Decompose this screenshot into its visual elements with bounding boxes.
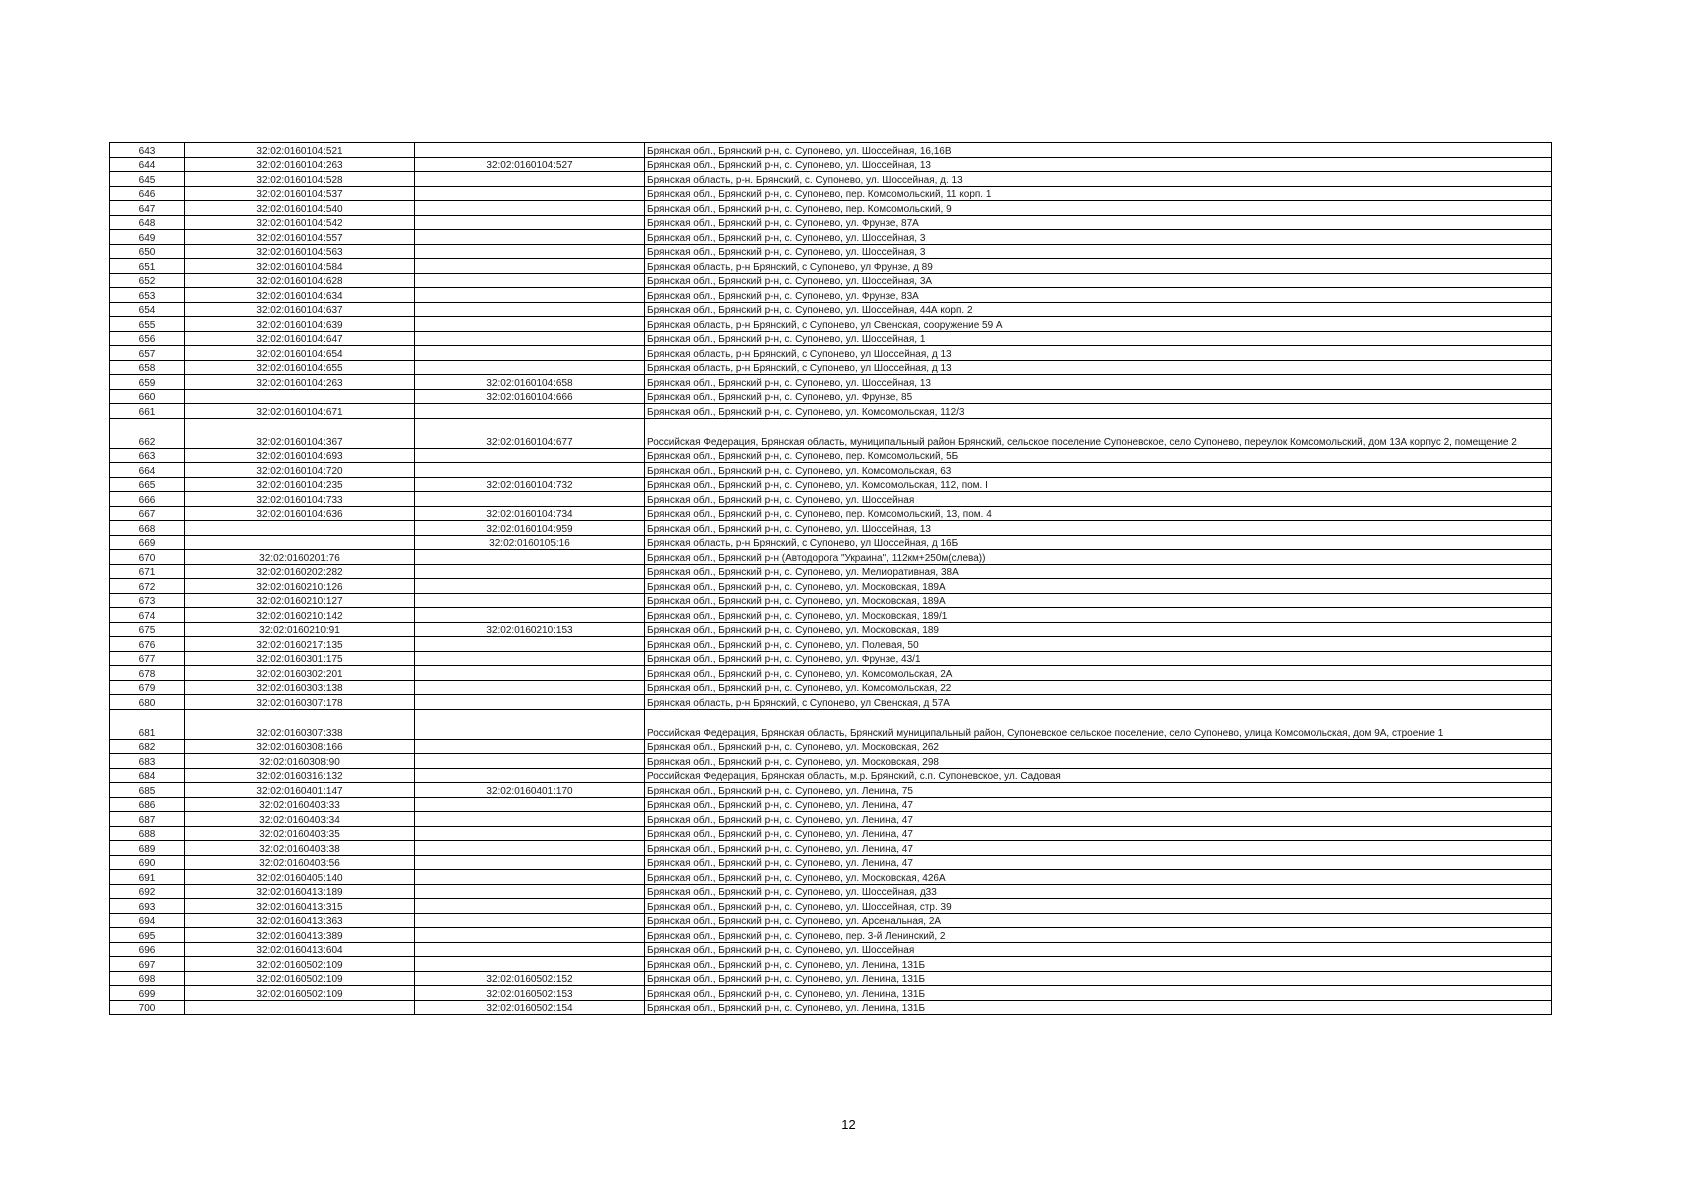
cadastral-number-cell: 32:02:0160210:142 xyxy=(185,608,415,623)
cadastral-number-cell: 32:02:0160104:263 xyxy=(185,375,415,390)
cadastral-number-cell: 32:02:0160210:127 xyxy=(185,593,415,608)
row-number-cell: 678 xyxy=(110,666,185,681)
cadastral-number-cell: 32:02:0160413:604 xyxy=(185,942,415,957)
cadastral-number-cell: 32:02:0160307:178 xyxy=(185,695,415,710)
cadastral-number-cell: 32:02:0160308:166 xyxy=(185,739,415,754)
address-cell: Брянская обл., Брянский р-н, с. Супонево, ул. Шоссейная, 1 xyxy=(645,331,1552,346)
address-cell: Брянская обл., Брянский р-н, с. Супонево, ул. Фрунзе, 43/1 xyxy=(645,651,1552,666)
address-cell: Брянская область, р-н. Брянский, с. Супонево, ул. Шоссейная, д. 13 xyxy=(645,172,1552,187)
row-number-cell: 679 xyxy=(110,680,185,695)
related-cadastral-number-cell: 32:02:0160502:152 xyxy=(415,971,645,986)
row-number-cell: 669 xyxy=(110,535,185,550)
row-number-cell: 654 xyxy=(110,302,185,317)
related-cadastral-number-cell xyxy=(415,186,645,201)
row-number-cell: 650 xyxy=(110,244,185,259)
cadastral-number-cell: 32:02:0160104:367 xyxy=(185,418,415,448)
related-cadastral-number-cell: 32:02:0160104:732 xyxy=(415,477,645,492)
related-cadastral-number-cell xyxy=(415,768,645,783)
related-cadastral-number-cell xyxy=(415,812,645,827)
cadastral-number-cell: 32:02:0160201:76 xyxy=(185,550,415,565)
cadastral-number-cell: 32:02:0160403:33 xyxy=(185,797,415,812)
cadastral-number-cell xyxy=(185,389,415,404)
row-number-cell: 667 xyxy=(110,506,185,521)
table-row xyxy=(110,651,1552,666)
cadastral-number-cell: 32:02:0160104:540 xyxy=(185,201,415,216)
cadastral-number-cell: 32:02:0160403:56 xyxy=(185,855,415,870)
address-cell: Брянская обл., Брянский р-н, с. Супонево, ул. Московская, 189/1 xyxy=(645,608,1552,623)
related-cadastral-number-cell xyxy=(415,913,645,928)
row-number-cell: 677 xyxy=(110,651,185,666)
table-row xyxy=(110,259,1552,274)
address-cell: Брянская обл., Брянский р-н, с. Супонево, ул. Фрунзе, 85 xyxy=(645,389,1552,404)
table-row xyxy=(110,942,1552,957)
cadastral-number-cell: 32:02:0160104:647 xyxy=(185,331,415,346)
related-cadastral-number-cell xyxy=(415,273,645,288)
cadastral-number-cell: 32:02:0160104:528 xyxy=(185,172,415,187)
table-row xyxy=(110,317,1552,332)
related-cadastral-number-cell xyxy=(415,651,645,666)
related-cadastral-number-cell: 32:02:0160104:527 xyxy=(415,157,645,172)
related-cadastral-number-cell xyxy=(415,680,645,695)
table-row xyxy=(110,797,1552,812)
address-cell: Брянская обл., Брянский р-н, с. Супонево, ул. Шоссейная, 16,16В xyxy=(645,143,1552,158)
address-cell: Брянская обл., Брянский р-н, с. Супонево, ул. Комсомольская, 112, пом. I xyxy=(645,477,1552,492)
related-cadastral-number-cell xyxy=(415,143,645,158)
table-row xyxy=(110,754,1552,769)
row-number-cell: 646 xyxy=(110,186,185,201)
row-number-cell: 661 xyxy=(110,404,185,419)
row-number-cell: 676 xyxy=(110,637,185,652)
address-cell: Брянская обл., Брянский р-н, с. Супонево, ул. Ленина, 75 xyxy=(645,783,1552,798)
address-cell: Брянская обл., Брянский р-н, с. Супонево, ул. Ленина, 131Б xyxy=(645,1000,1552,1015)
related-cadastral-number-cell xyxy=(415,797,645,812)
address-cell: Брянская область, р-н Брянский, с Супонево, ул Шоссейная, д 16Б xyxy=(645,535,1552,550)
related-cadastral-number-cell xyxy=(415,463,645,478)
row-number-cell: 653 xyxy=(110,288,185,303)
related-cadastral-number-cell xyxy=(415,564,645,579)
row-number-cell: 647 xyxy=(110,201,185,216)
address-cell: Брянская обл., Брянский р-н (Автодорога "Украина", 112км+250м(слева)) xyxy=(645,550,1552,565)
related-cadastral-number-cell xyxy=(415,884,645,899)
row-number-cell: 696 xyxy=(110,942,185,957)
related-cadastral-number-cell xyxy=(415,244,645,259)
address-cell: Брянская обл., Брянский р-н, с. Супонево, ул. Шоссейная, д33 xyxy=(645,884,1552,899)
row-number-cell: 700 xyxy=(110,1000,185,1015)
table-row xyxy=(110,870,1552,885)
row-number-cell: 644 xyxy=(110,157,185,172)
row-number-cell: 649 xyxy=(110,230,185,245)
cadastral-number-cell: 32:02:0160217:135 xyxy=(185,637,415,652)
row-number-cell: 668 xyxy=(110,521,185,536)
cadastral-number-cell: 32:02:0160104:654 xyxy=(185,346,415,361)
cadastral-number-cell: 32:02:0160403:34 xyxy=(185,812,415,827)
row-number-cell: 657 xyxy=(110,346,185,361)
table-row xyxy=(110,928,1552,943)
address-cell: Брянская область, р-н Брянский, с Супонево, ул Шоссейная, д 13 xyxy=(645,360,1552,375)
cadastral-number-cell: 32:02:0160104:263 xyxy=(185,157,415,172)
related-cadastral-number-cell xyxy=(415,826,645,841)
address-cell: Брянская обл., Брянский р-н, с. Супонево, ул. Московская, 189А xyxy=(645,593,1552,608)
table-row xyxy=(110,884,1552,899)
address-cell: Брянская обл., Брянский р-н, с. Супонево, ул. Московская, 262 xyxy=(645,739,1552,754)
related-cadastral-number-cell xyxy=(415,754,645,769)
related-cadastral-number-cell xyxy=(415,608,645,623)
related-cadastral-number-cell: 32:02:0160105:16 xyxy=(415,535,645,550)
address-cell: Российская Федерация, Брянская область, муниципальный район Брянский, сельское поселение Супоневское, село Супонево, переулок Комсомольский, дом 13А корпус 2, помещение 2 xyxy=(645,418,1552,448)
related-cadastral-number-cell: 32:02:0160210:153 xyxy=(415,622,645,637)
table-row xyxy=(110,360,1552,375)
address-cell: Брянская обл., Брянский р-н, с. Супонево, ул. Фрунзе, 87А xyxy=(645,215,1552,230)
cadastral-number-cell: 32:02:0160104:628 xyxy=(185,273,415,288)
address-cell: Брянская обл., Брянский р-н, с. Супонево, пер. Комсомольский, 5Б xyxy=(645,448,1552,463)
related-cadastral-number-cell xyxy=(415,957,645,972)
table-row xyxy=(110,244,1552,259)
address-cell: Брянская обл., Брянский р-н, с. Супонево, ул. Шоссейная, 13 xyxy=(645,375,1552,390)
row-number-cell: 674 xyxy=(110,608,185,623)
table-row xyxy=(110,375,1552,390)
address-cell: Брянская обл., Брянский р-н, с. Супонево, ул. Ленина, 47 xyxy=(645,855,1552,870)
cadastral-number-cell: 32:02:0160104:720 xyxy=(185,463,415,478)
page-number: 12 xyxy=(841,1117,856,1132)
cadastral-number-cell xyxy=(185,521,415,536)
row-number-cell: 655 xyxy=(110,317,185,332)
address-cell: Брянская обл., Брянский р-н, с. Супонево, ул. Московская, 189 xyxy=(645,622,1552,637)
cadastral-number-cell xyxy=(185,535,415,550)
address-cell: Брянская обл., Брянский р-н, с. Супонево, пер. Комсомольский, 13, пом. 4 xyxy=(645,506,1552,521)
related-cadastral-number-cell: 32:02:0160502:154 xyxy=(415,1000,645,1015)
cadastral-number-cell: 32:02:0160403:35 xyxy=(185,826,415,841)
table-row xyxy=(110,404,1552,419)
table-row xyxy=(110,783,1552,798)
cadastral-number-cell: 32:02:0160308:90 xyxy=(185,754,415,769)
related-cadastral-number-cell: 32:02:0160104:658 xyxy=(415,375,645,390)
related-cadastral-number-cell: 32:02:0160104:666 xyxy=(415,389,645,404)
row-number-cell: 694 xyxy=(110,913,185,928)
related-cadastral-number-cell: 32:02:0160104:677 xyxy=(415,418,645,448)
row-number-cell: 693 xyxy=(110,899,185,914)
related-cadastral-number-cell xyxy=(415,302,645,317)
related-cadastral-number-cell xyxy=(415,899,645,914)
related-cadastral-number-cell xyxy=(415,201,645,216)
row-number-cell: 675 xyxy=(110,622,185,637)
address-cell: Брянская обл., Брянский р-н, с. Супонево, ул. Московская, 298 xyxy=(645,754,1552,769)
related-cadastral-number-cell xyxy=(415,942,645,957)
related-cadastral-number-cell: 32:02:0160104:734 xyxy=(415,506,645,521)
related-cadastral-number-cell xyxy=(415,739,645,754)
related-cadastral-number-cell: 32:02:0160104:959 xyxy=(415,521,645,536)
table-row xyxy=(110,346,1552,361)
address-cell: Брянская область, р-н Брянский, с Супонево, ул Шоссейная, д 13 xyxy=(645,346,1552,361)
table-row xyxy=(110,637,1552,652)
related-cadastral-number-cell xyxy=(415,172,645,187)
row-number-cell: 697 xyxy=(110,957,185,972)
cadastral-number-cell: 32:02:0160104:557 xyxy=(185,230,415,245)
address-cell: Брянская обл., Брянский р-н, с. Супонево, ул. Ленина, 47 xyxy=(645,826,1552,841)
address-cell: Брянская область, р-н Брянский, с Супонево, ул Свенская, д 57А xyxy=(645,695,1552,710)
row-number-cell: 685 xyxy=(110,783,185,798)
row-number-cell: 692 xyxy=(110,884,185,899)
row-number-cell: 651 xyxy=(110,259,185,274)
address-cell: Брянская обл., Брянский р-н, с. Супонево, ул. Шоссейная, 3 xyxy=(645,244,1552,259)
table-row xyxy=(110,273,1552,288)
related-cadastral-number-cell xyxy=(415,870,645,885)
row-number-cell: 695 xyxy=(110,928,185,943)
related-cadastral-number-cell xyxy=(415,579,645,594)
address-cell: Брянская область, р-н Брянский, с Супонево, ул Свенская, сооружение 59 А xyxy=(645,317,1552,332)
related-cadastral-number-cell xyxy=(415,666,645,681)
cadastral-number-cell: 32:02:0160104:733 xyxy=(185,492,415,507)
address-cell: Брянская обл., Брянский р-н, с. Супонево, ул. Шоссейная xyxy=(645,492,1552,507)
row-number-cell: 684 xyxy=(110,768,185,783)
related-cadastral-number-cell xyxy=(415,317,645,332)
related-cadastral-number-cell: 32:02:0160502:153 xyxy=(415,986,645,1001)
address-cell: Российская Федерация, Брянская область, Брянский муниципальный район, Супоневское сельское поселение, село Супонево, улица Комсомольская, дом 9А, строение 1 xyxy=(645,709,1552,739)
cadastral-number-cell: 32:02:0160403:38 xyxy=(185,841,415,856)
related-cadastral-number-cell xyxy=(415,593,645,608)
address-cell: Брянская область, р-н Брянский, с Супонево, ул Фрунзе, д 89 xyxy=(645,259,1552,274)
address-cell: Брянская обл., Брянский р-н, с. Супонево, ул. Ленина, 131Б xyxy=(645,971,1552,986)
table-row xyxy=(110,288,1552,303)
row-number-cell: 691 xyxy=(110,870,185,885)
address-cell: Брянская обл., Брянский р-н, с. Супонево, ул. Ленина, 47 xyxy=(645,812,1552,827)
related-cadastral-number-cell xyxy=(415,928,645,943)
row-number-cell: 664 xyxy=(110,463,185,478)
related-cadastral-number-cell xyxy=(415,855,645,870)
table-row xyxy=(110,913,1552,928)
table-row xyxy=(110,230,1552,245)
address-cell: Российская Федерация, Брянская область, м.р. Брянский, с.п. Супоневское, ул. Садовая xyxy=(645,768,1552,783)
cadastral-number-cell: 32:02:0160104:563 xyxy=(185,244,415,259)
table-row xyxy=(110,768,1552,783)
row-number-cell: 658 xyxy=(110,360,185,375)
table-row xyxy=(110,899,1552,914)
cadastral-number-cell: 32:02:0160401:147 xyxy=(185,783,415,798)
row-number-cell: 681 xyxy=(110,709,185,739)
cadastral-number-cell: 32:02:0160405:140 xyxy=(185,870,415,885)
related-cadastral-number-cell xyxy=(415,331,645,346)
row-number-cell: 671 xyxy=(110,564,185,579)
table-row xyxy=(110,506,1552,521)
address-cell: Брянская обл., Брянский р-н, с. Супонево, ул. Полевая, 50 xyxy=(645,637,1552,652)
table-row xyxy=(110,739,1552,754)
table-row xyxy=(110,157,1552,172)
row-number-cell: 652 xyxy=(110,273,185,288)
address-cell: Брянская обл., Брянский р-н, с. Супонево, пер. Комсомольский, 11 корп. 1 xyxy=(645,186,1552,201)
cadastral-number-cell: 32:02:0160413:363 xyxy=(185,913,415,928)
row-number-cell: 665 xyxy=(110,477,185,492)
address-cell: Брянская обл., Брянский р-н, с. Супонево, пер. 3-й Ленинский, 2 xyxy=(645,928,1552,943)
cadastral-number-cell: 32:02:0160104:537 xyxy=(185,186,415,201)
table-row xyxy=(110,608,1552,623)
related-cadastral-number-cell xyxy=(415,637,645,652)
cadastral-number-cell: 32:02:0160210:126 xyxy=(185,579,415,594)
row-number-cell: 689 xyxy=(110,841,185,856)
row-number-cell: 645 xyxy=(110,172,185,187)
cadastral-number-cell: 32:02:0160202:282 xyxy=(185,564,415,579)
cadastral-number-cell: 32:02:0160307:338 xyxy=(185,709,415,739)
row-number-cell: 672 xyxy=(110,579,185,594)
row-number-cell: 663 xyxy=(110,448,185,463)
cadastral-number-cell: 32:02:0160104:584 xyxy=(185,259,415,274)
cadastral-number-cell: 32:02:0160104:636 xyxy=(185,506,415,521)
cadastral-number-cell: 32:02:0160502:109 xyxy=(185,971,415,986)
table-row xyxy=(110,521,1552,536)
cadastral-number-cell: 32:02:0160316:132 xyxy=(185,768,415,783)
address-cell: Брянская обл., Брянский р-н, с. Супонево, ул. Ленина, 47 xyxy=(645,841,1552,856)
table-row xyxy=(110,593,1552,608)
related-cadastral-number-cell xyxy=(415,230,645,245)
cadastral-number-cell: 32:02:0160104:671 xyxy=(185,404,415,419)
table-row xyxy=(110,143,1552,158)
table-row xyxy=(110,477,1552,492)
cadastral-table xyxy=(109,142,1552,1015)
related-cadastral-number-cell xyxy=(415,360,645,375)
address-cell: Брянская обл., Брянский р-н, с. Супонево, ул. Фрунзе, 83А xyxy=(645,288,1552,303)
table-row xyxy=(110,986,1552,1001)
address-cell: Брянская обл., Брянский р-н, с. Супонево, ул. Ленина, 47 xyxy=(645,797,1552,812)
address-cell: Брянская обл., Брянский р-н, с. Супонево, ул. Комсомольская, 22 xyxy=(645,680,1552,695)
address-cell: Брянская обл., Брянский р-н, с. Супонево, ул. Московская, 189А xyxy=(645,579,1552,594)
address-cell: Брянская обл., Брянский р-н, с. Супонево, ул. Московская, 426А xyxy=(645,870,1552,885)
related-cadastral-number-cell xyxy=(415,346,645,361)
row-number-cell: 687 xyxy=(110,812,185,827)
table-row xyxy=(110,535,1552,550)
address-cell: Брянская обл., Брянский р-н, с. Супонево, ул. Мелиоративная, 38А xyxy=(645,564,1552,579)
cadastral-number-cell xyxy=(185,1000,415,1015)
table-row xyxy=(110,418,1552,448)
row-number-cell: 670 xyxy=(110,550,185,565)
table-row xyxy=(110,564,1552,579)
address-cell: Брянская обл., Брянский р-н, с. Супонево, ул. Ленина, 131Б xyxy=(645,986,1552,1001)
table-row xyxy=(110,855,1552,870)
related-cadastral-number-cell xyxy=(415,404,645,419)
address-cell: Брянская обл., Брянский р-н, с. Супонево, пер. Комсомольский, 9 xyxy=(645,201,1552,216)
table-row xyxy=(110,971,1552,986)
table-row xyxy=(110,826,1552,841)
row-number-cell: 688 xyxy=(110,826,185,841)
address-cell: Брянская обл., Брянский р-н, с. Супонево, ул. Шоссейная, 3 xyxy=(645,230,1552,245)
related-cadastral-number-cell xyxy=(415,288,645,303)
cadastral-number-cell: 32:02:0160104:655 xyxy=(185,360,415,375)
table-row xyxy=(110,622,1552,637)
address-cell: Брянская обл., Брянский р-н, с. Супонево, ул. Шоссейная, стр. 39 xyxy=(645,899,1552,914)
related-cadastral-number-cell xyxy=(415,841,645,856)
cadastral-number-cell: 32:02:0160104:634 xyxy=(185,288,415,303)
cadastral-number-cell: 32:02:0160104:637 xyxy=(185,302,415,317)
related-cadastral-number-cell xyxy=(415,448,645,463)
cadastral-number-cell: 32:02:0160413:389 xyxy=(185,928,415,943)
cadastral-number-cell: 32:02:0160104:235 xyxy=(185,477,415,492)
address-cell: Брянская обл., Брянский р-н, с. Супонево, ул. Шоссейная, 13 xyxy=(645,157,1552,172)
table-row xyxy=(110,215,1552,230)
table-row xyxy=(110,389,1552,404)
table-row xyxy=(110,492,1552,507)
cadastral-number-cell: 32:02:0160104:542 xyxy=(185,215,415,230)
address-cell: Брянская обл., Брянский р-н, с. Супонево, ул. Комсомольская, 63 xyxy=(645,463,1552,478)
table-row xyxy=(110,841,1552,856)
table-row xyxy=(110,695,1552,710)
table-row xyxy=(110,463,1552,478)
row-number-cell: 656 xyxy=(110,331,185,346)
row-number-cell: 643 xyxy=(110,143,185,158)
cadastral-number-cell: 32:02:0160502:109 xyxy=(185,957,415,972)
row-number-cell: 698 xyxy=(110,971,185,986)
cadastral-number-cell: 32:02:0160104:639 xyxy=(185,317,415,332)
document-page xyxy=(109,142,1551,1015)
row-number-cell: 662 xyxy=(110,418,185,448)
table-row xyxy=(110,331,1552,346)
row-number-cell: 686 xyxy=(110,797,185,812)
related-cadastral-number-cell xyxy=(415,695,645,710)
cadastral-number-cell: 32:02:0160302:201 xyxy=(185,666,415,681)
related-cadastral-number-cell: 32:02:0160401:170 xyxy=(415,783,645,798)
related-cadastral-number-cell xyxy=(415,550,645,565)
row-number-cell: 682 xyxy=(110,739,185,754)
related-cadastral-number-cell xyxy=(415,709,645,739)
row-number-cell: 680 xyxy=(110,695,185,710)
table-row xyxy=(110,579,1552,594)
table-row xyxy=(110,550,1552,565)
cadastral-number-cell: 32:02:0160303:138 xyxy=(185,680,415,695)
address-cell: Брянская обл., Брянский р-н, с. Супонево, ул. Шоссейная xyxy=(645,942,1552,957)
row-number-cell: 666 xyxy=(110,492,185,507)
row-number-cell: 673 xyxy=(110,593,185,608)
address-cell: Брянская обл., Брянский р-н, с. Супонево, ул. Комсомольская, 2А xyxy=(645,666,1552,681)
address-cell: Брянская обл., Брянский р-н, с. Супонево, ул. Шоссейная, 44А корп. 2 xyxy=(645,302,1552,317)
address-cell: Брянская обл., Брянский р-н, с. Супонево, ул. Ленина, 131Б xyxy=(645,957,1552,972)
table-row xyxy=(110,172,1552,187)
row-number-cell: 648 xyxy=(110,215,185,230)
table-row xyxy=(110,201,1552,216)
related-cadastral-number-cell xyxy=(415,215,645,230)
row-number-cell: 683 xyxy=(110,754,185,769)
table-row xyxy=(110,709,1552,739)
address-cell: Брянская обл., Брянский р-н, с. Супонево, ул. Арсенальная, 2А xyxy=(645,913,1552,928)
row-number-cell: 690 xyxy=(110,855,185,870)
address-cell: Брянская обл., Брянский р-н, с. Супонево, ул. Комсомольская, 112/3 xyxy=(645,404,1552,419)
related-cadastral-number-cell xyxy=(415,259,645,274)
table-row xyxy=(110,302,1552,317)
table-row xyxy=(110,186,1552,201)
cadastral-number-cell: 32:02:0160301:175 xyxy=(185,651,415,666)
table-row xyxy=(110,1000,1552,1015)
table-row xyxy=(110,448,1552,463)
address-cell: Брянская обл., Брянский р-н, с. Супонево, ул. Шоссейная, 13 xyxy=(645,521,1552,536)
table-row xyxy=(110,812,1552,827)
table-row xyxy=(110,957,1552,972)
cadastral-number-cell: 32:02:0160104:521 xyxy=(185,143,415,158)
table-body xyxy=(110,143,1552,1015)
table-row xyxy=(110,680,1552,695)
cadastral-number-cell: 32:02:0160502:109 xyxy=(185,986,415,1001)
cadastral-number-cell: 32:02:0160413:315 xyxy=(185,899,415,914)
row-number-cell: 660 xyxy=(110,389,185,404)
cadastral-number-cell: 32:02:0160413:189 xyxy=(185,884,415,899)
table-row xyxy=(110,666,1552,681)
cadastral-number-cell: 32:02:0160104:693 xyxy=(185,448,415,463)
address-cell: Брянская обл., Брянский р-н, с. Супонево, ул. Шоссейная, 3А xyxy=(645,273,1552,288)
row-number-cell: 659 xyxy=(110,375,185,390)
related-cadastral-number-cell xyxy=(415,492,645,507)
cadastral-number-cell: 32:02:0160210:91 xyxy=(185,622,415,637)
row-number-cell: 699 xyxy=(110,986,185,1001)
